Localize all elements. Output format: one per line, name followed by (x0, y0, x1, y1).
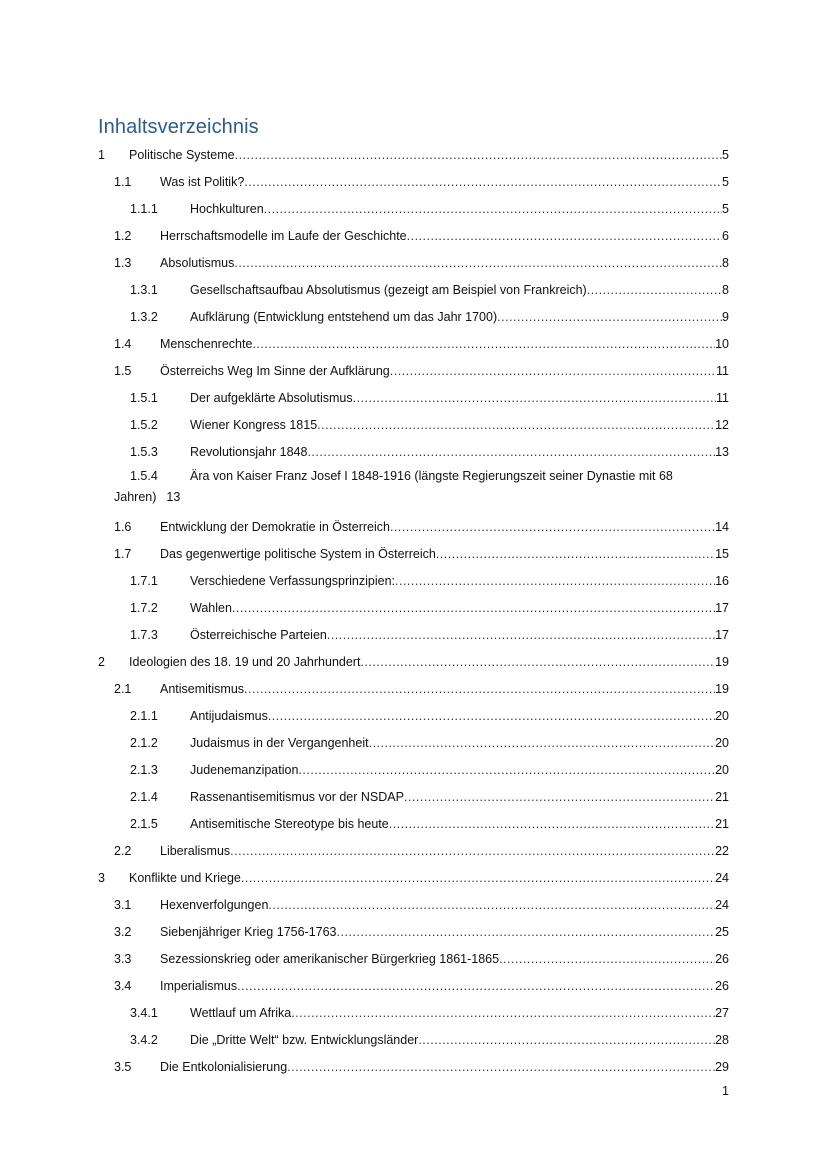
toc-entry-text[interactable]: Sezessionskrieg oder amerikanischer Bürgerkrieg 1861-1865 (160, 952, 500, 966)
dot-leader (268, 892, 715, 919)
toc-entry[interactable] (0, 946, 828, 973)
toc-entry-page: 19 (715, 655, 729, 669)
toc-entry[interactable] (0, 1000, 828, 1027)
toc-entry-text[interactable]: Revolutionsjahr 1848 (190, 445, 308, 459)
toc-entry-number: 1.7.1 (130, 574, 158, 588)
dot-leader (390, 514, 715, 541)
toc-entry[interactable] (0, 196, 828, 223)
page-number: 1 (722, 1084, 729, 1098)
dot-leader (235, 142, 722, 169)
dot-leader (252, 331, 715, 358)
toc-entry-number: 1.7 (114, 547, 132, 561)
toc-entry-number: 1.3.1 (130, 283, 158, 297)
toc-entry[interactable] (0, 892, 828, 919)
toc-entry-number: 1.1 (114, 175, 132, 189)
toc-entry[interactable] (0, 649, 828, 676)
toc-entry[interactable] (0, 568, 828, 595)
toc-entry-page: 24 (715, 898, 729, 912)
toc-entry-text[interactable]: Siebenjähriger Krieg 1756-1763 (160, 925, 337, 939)
toc-entry-page: 5 (722, 202, 729, 216)
toc-entry-text[interactable]: Antisemitische Stereotype bis heute (190, 817, 389, 831)
toc-entry[interactable] (0, 703, 828, 730)
dot-leader (307, 439, 715, 466)
toc-entry-page: 8 (722, 283, 729, 297)
toc-entry-text[interactable]: Politische Systeme (129, 148, 235, 162)
toc-entry-text[interactable]: Absolutismus (160, 256, 235, 270)
dot-leader (244, 169, 722, 196)
toc-entry-page: 15 (715, 547, 729, 561)
toc-entry-number: 3.4.2 (130, 1033, 158, 1047)
toc-entry-page: 8 (722, 256, 729, 270)
toc-entry[interactable] (0, 757, 828, 784)
dot-leader (389, 811, 715, 838)
toc-entry-number: 1.1.1 (130, 202, 158, 216)
dot-leader (232, 595, 715, 622)
toc-entry-number: 3.4 (114, 979, 132, 993)
toc-entry[interactable] (0, 223, 828, 250)
toc-entry-text[interactable]: Was ist Politik? (160, 175, 245, 189)
toc-entry-number: 1.3.2 (130, 310, 158, 324)
toc-entry-text-continued[interactable]: Jahren) (114, 490, 157, 504)
toc-entry-number: 2.1.5 (130, 817, 158, 831)
toc-entry-number: 1.2 (114, 229, 132, 243)
toc-entry[interactable] (0, 1054, 828, 1081)
toc-entry-page: 6 (722, 229, 729, 243)
toc-entry-page: 27 (715, 1006, 729, 1020)
toc-entry-text[interactable]: Hexenverfolgungen (160, 898, 269, 912)
toc-entry-text[interactable]: Antijudaismus (190, 709, 268, 723)
dot-leader (230, 838, 715, 865)
toc-entry-number: 2.2 (114, 844, 132, 858)
toc-entry-page: 20 (715, 736, 729, 750)
toc-entry-page: 9 (722, 310, 729, 324)
dot-leader (404, 784, 715, 811)
toc-entry-number: 3.5 (114, 1060, 132, 1074)
toc-entry-text[interactable]: Ära von Kaiser Franz Josef I 1848-1916 (längste Regierungszeit seiner Dynastie mit 68 (190, 469, 673, 483)
toc-entry-number: 1.6 (114, 520, 132, 534)
toc-entry-text[interactable]: Herrschaftsmodelle im Laufe der Geschichte (160, 229, 407, 243)
toc-entry-page: 11 (716, 391, 729, 405)
dot-leader (369, 730, 716, 757)
toc-entry[interactable] (0, 142, 828, 169)
toc-entry-text[interactable]: Imperialismus (160, 979, 238, 993)
toc-entry[interactable] (0, 730, 828, 757)
toc-entry-number: 2.1 (114, 682, 132, 696)
toc-entry-page: 26 (715, 979, 729, 993)
toc-entry-page: 29 (715, 1060, 729, 1074)
toc-entry[interactable] (0, 412, 828, 439)
table-of-contents (0, 142, 828, 1081)
toc-entry[interactable] (0, 466, 828, 514)
toc-entry[interactable] (0, 622, 828, 649)
toc-entry-number: 3.3 (114, 952, 132, 966)
toc-entry-number: 2.1.4 (130, 790, 158, 804)
toc-entry-number: 3 (98, 871, 105, 885)
toc-entry-number: 3.1 (114, 898, 132, 912)
dot-leader (237, 973, 715, 1000)
toc-entry[interactable] (0, 595, 828, 622)
dot-leader (337, 919, 716, 946)
toc-entry-page: 12 (715, 418, 729, 432)
dot-leader (264, 196, 722, 223)
toc-entry-text[interactable]: Hochkulturen (190, 202, 264, 216)
toc-entry-page: 20 (715, 709, 729, 723)
toc-entry[interactable] (0, 1027, 828, 1054)
toc-entry-page: 26 (715, 952, 729, 966)
dot-leader (317, 412, 715, 439)
dot-leader (291, 1000, 715, 1027)
toc-entry-text[interactable]: Die Entkolonialisierung (160, 1060, 288, 1074)
toc-entry-number: 1.5 (114, 364, 132, 378)
toc-entry-page: 19 (715, 682, 729, 696)
toc-entry-page: 21 (715, 790, 729, 804)
toc-entry-number: 1.5.2 (130, 418, 158, 432)
toc-title: Inhaltsverzeichnis (98, 116, 259, 138)
toc-entry-text[interactable]: Das gegenwertige politische System in Österreich (160, 547, 436, 561)
toc-entry-page: 24 (715, 871, 729, 885)
toc-entry-text[interactable]: Gesellschaftsaufbau Absolutismus (gezeigt am Beispiel von Frankreich) (190, 283, 587, 297)
toc-entry-text[interactable]: Die „Dritte Welt“ bzw. Entwicklungsländer (190, 1033, 419, 1047)
toc-entry-text[interactable]: Konflikte und Kriege (129, 871, 241, 885)
toc-entry-number: 1.7.3 (130, 628, 158, 642)
toc-entry-text[interactable]: Wettlauf um Afrika (190, 1006, 292, 1020)
toc-entry[interactable] (0, 304, 828, 331)
toc-entry-page: 10 (715, 337, 729, 351)
toc-entry-page: 13 (166, 490, 181, 504)
toc-entry[interactable] (0, 838, 828, 865)
toc-entry-number: 2.1.3 (130, 763, 158, 777)
dot-leader (499, 946, 715, 973)
toc-entry-page: 17 (715, 601, 729, 615)
toc-entry-text[interactable]: Judaismus in der Vergangenheit (190, 736, 369, 750)
toc-entry-text[interactable]: Antisemitismus (160, 682, 245, 696)
dot-leader (407, 223, 722, 250)
toc-entry[interactable] (0, 919, 828, 946)
dot-leader (360, 649, 715, 676)
dot-leader (436, 541, 715, 568)
toc-entry-page: 13 (715, 445, 729, 459)
toc-entry-page: 17 (715, 628, 729, 642)
toc-entry[interactable] (0, 784, 828, 811)
toc-entry-page: 22 (715, 844, 729, 858)
toc-entry-text[interactable]: Judenemanzipation (190, 763, 299, 777)
dot-leader (418, 1027, 715, 1054)
toc-entry-number: 1 (98, 148, 105, 162)
toc-entry[interactable] (0, 169, 828, 196)
toc-entry-number: 1.7.2 (130, 601, 158, 615)
toc-entry-text[interactable]: Der aufgeklärte Absolutismus (190, 391, 353, 405)
dot-leader (587, 277, 722, 304)
toc-entry-text[interactable]: Entwicklung der Demokratie in Österreich (160, 520, 390, 534)
dot-leader (390, 358, 716, 385)
toc-entry-page: 28 (715, 1033, 729, 1047)
toc-entry-page: 20 (715, 763, 729, 777)
toc-entry[interactable] (0, 514, 828, 541)
toc-entry-text[interactable]: Österreichische Parteien (190, 628, 327, 642)
toc-entry[interactable] (0, 865, 828, 892)
toc-entry[interactable] (0, 385, 828, 412)
dot-leader (268, 703, 715, 730)
dot-leader (241, 865, 715, 892)
toc-entry-text[interactable]: Wahlen (190, 601, 232, 615)
toc-entry-page: 21 (715, 817, 729, 831)
toc-entry-number: 2.1.2 (130, 736, 158, 750)
toc-entry-page: 25 (715, 925, 729, 939)
toc-entry-text[interactable]: Ideologien des 18. 19 und 20 Jahrhundert (129, 655, 361, 669)
toc-entry-page: 5 (722, 175, 729, 189)
toc-entry-number: 2.1.1 (130, 709, 158, 723)
toc-entry[interactable] (0, 331, 828, 358)
toc-entry-number: 1.3 (114, 256, 132, 270)
toc-entry-text[interactable]: Aufklärung (Entwicklung entstehend um das Jahr 1700) (190, 310, 498, 324)
toc-entry-text[interactable]: Liberalismus (160, 844, 231, 858)
toc-entry[interactable] (0, 973, 828, 1000)
toc-entry-text[interactable]: Österreichs Weg Im Sinne der Aufklärung (160, 364, 390, 378)
toc-entry[interactable] (0, 277, 828, 304)
toc-entry-page: 5 (722, 148, 729, 162)
toc-entry-number: 1.5.1 (130, 391, 158, 405)
toc-entry-number: 1.5.4 (130, 469, 158, 483)
toc-entry-text[interactable]: Verschiedene Verfassungsprinzipien: (190, 574, 395, 588)
dot-leader (395, 568, 715, 595)
toc-entry-page: 14 (715, 520, 729, 534)
toc-entry[interactable] (0, 541, 828, 568)
toc-entry-number: 3.4.1 (130, 1006, 158, 1020)
toc-entry-number: 2 (98, 655, 105, 669)
dot-leader (298, 757, 715, 784)
toc-entry-page: 16 (715, 574, 729, 588)
toc-entry[interactable] (0, 439, 828, 466)
dot-leader (327, 622, 715, 649)
toc-entry-text[interactable]: Menschenrechte (160, 337, 253, 351)
dot-leader (497, 304, 722, 331)
toc-entry-number: 3.2 (114, 925, 132, 939)
dot-leader (234, 250, 722, 277)
dot-leader (353, 385, 716, 412)
toc-entry[interactable] (0, 358, 828, 385)
dot-leader (287, 1054, 715, 1081)
toc-entry-text[interactable]: Wiener Kongress 1815 (190, 418, 318, 432)
toc-entry[interactable] (0, 811, 828, 838)
toc-entry[interactable] (0, 250, 828, 277)
toc-entry-number: 1.5.3 (130, 445, 158, 459)
toc-entry[interactable] (0, 676, 828, 703)
toc-entry-number: 1.4 (114, 337, 132, 351)
toc-entry-page: 11 (716, 364, 729, 378)
toc-entry-text[interactable]: Rassenantisemitismus vor der NSDAP (190, 790, 404, 804)
dot-leader (244, 676, 715, 703)
